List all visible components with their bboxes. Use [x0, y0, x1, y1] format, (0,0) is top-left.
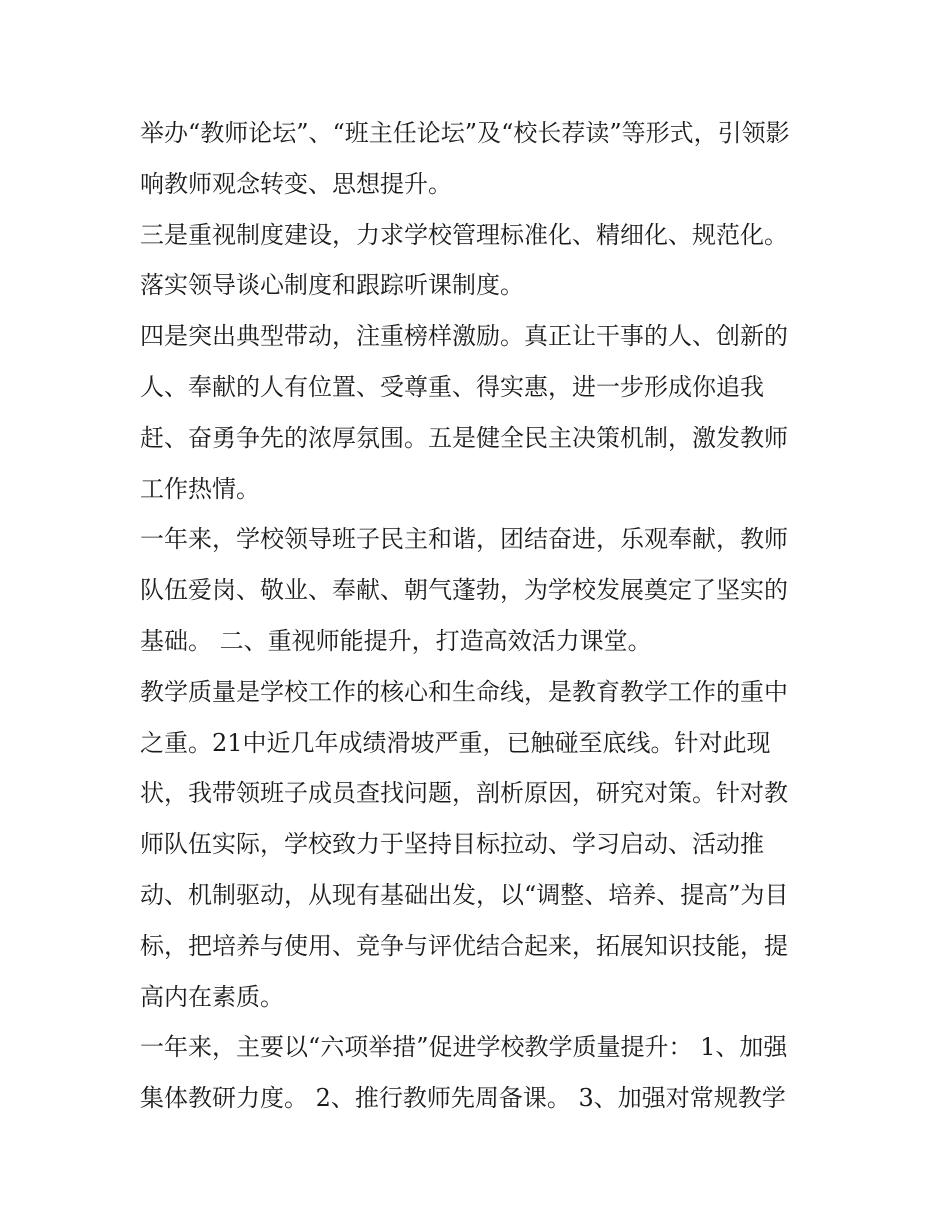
paragraph — [140, 108, 830, 210]
text-line: 四是突出典型带动，注重榜样激励。真正让干事的人、创新的 — [140, 322, 788, 351]
paragraph — [140, 667, 830, 1023]
text-line: 工作热情。 — [140, 474, 260, 503]
text-line: 状，我带领班子成员查找问题，剖析原因，研究对策。针对教 — [140, 779, 788, 808]
paragraph — [140, 514, 830, 666]
text-line: 标，把培养与使用、竞争与评优结合起来，拓展知识技能，提 — [140, 931, 788, 960]
document-body — [140, 108, 830, 1124]
text-line: 之重。21中近几年成绩滑坡严重，已触碰至底线。针对此现 — [140, 728, 771, 757]
text-line: 一年来，主要以“六项举措”促进学校教学质量提升： 1、加强 — [140, 1033, 788, 1062]
text-line: 三是重视制度建设，力求学校管理标准化、精细化、规范化。 — [140, 220, 788, 249]
text-line: 集体教研力度。 2、推行教师先周备课。 3、加强对常规教学 — [140, 1084, 786, 1113]
paragraph — [140, 311, 830, 514]
text-line: 动、机制驱动，从现有基础出发，以“调整、培养、提高”为目 — [140, 880, 789, 909]
text-line: 教学质量是学校工作的核心和生命线，是教育教学工作的重中 — [140, 677, 788, 706]
text-line: 队伍爱岗、敬业、奉献、朝气蓬勃，为学校发展奠定了坚实的 — [140, 576, 788, 605]
text-line: 基础。 二、重视师能提升，打造高效活力课堂。 — [140, 626, 652, 655]
text-line: 高内在素质。 — [140, 982, 284, 1011]
text-line: 落实领导谈心制度和跟踪听课制度。 — [140, 271, 524, 300]
text-line: 师队伍实际，学校致力于坚持目标拉动、学习启动、活动推 — [140, 830, 764, 859]
text-line: 响教师观念转变、思想提升。 — [140, 169, 452, 198]
paragraph — [140, 1022, 830, 1124]
text-line: 赶、奋勇争先的浓厚氛围。五是健全民主决策机制，激发教师 — [140, 423, 788, 452]
text-line: 举办“教师论坛”、“班主任论坛”及“校长荐读”等形式，引领影 — [140, 119, 790, 147]
paragraph — [140, 210, 830, 312]
text-line: 人、奉献的人有位置、受尊重、得实惠，进一步形成你追我 — [140, 372, 764, 401]
text-line: 一年来，学校领导班子民主和谐，团结奋进，乐观奉献，教师 — [140, 525, 788, 554]
